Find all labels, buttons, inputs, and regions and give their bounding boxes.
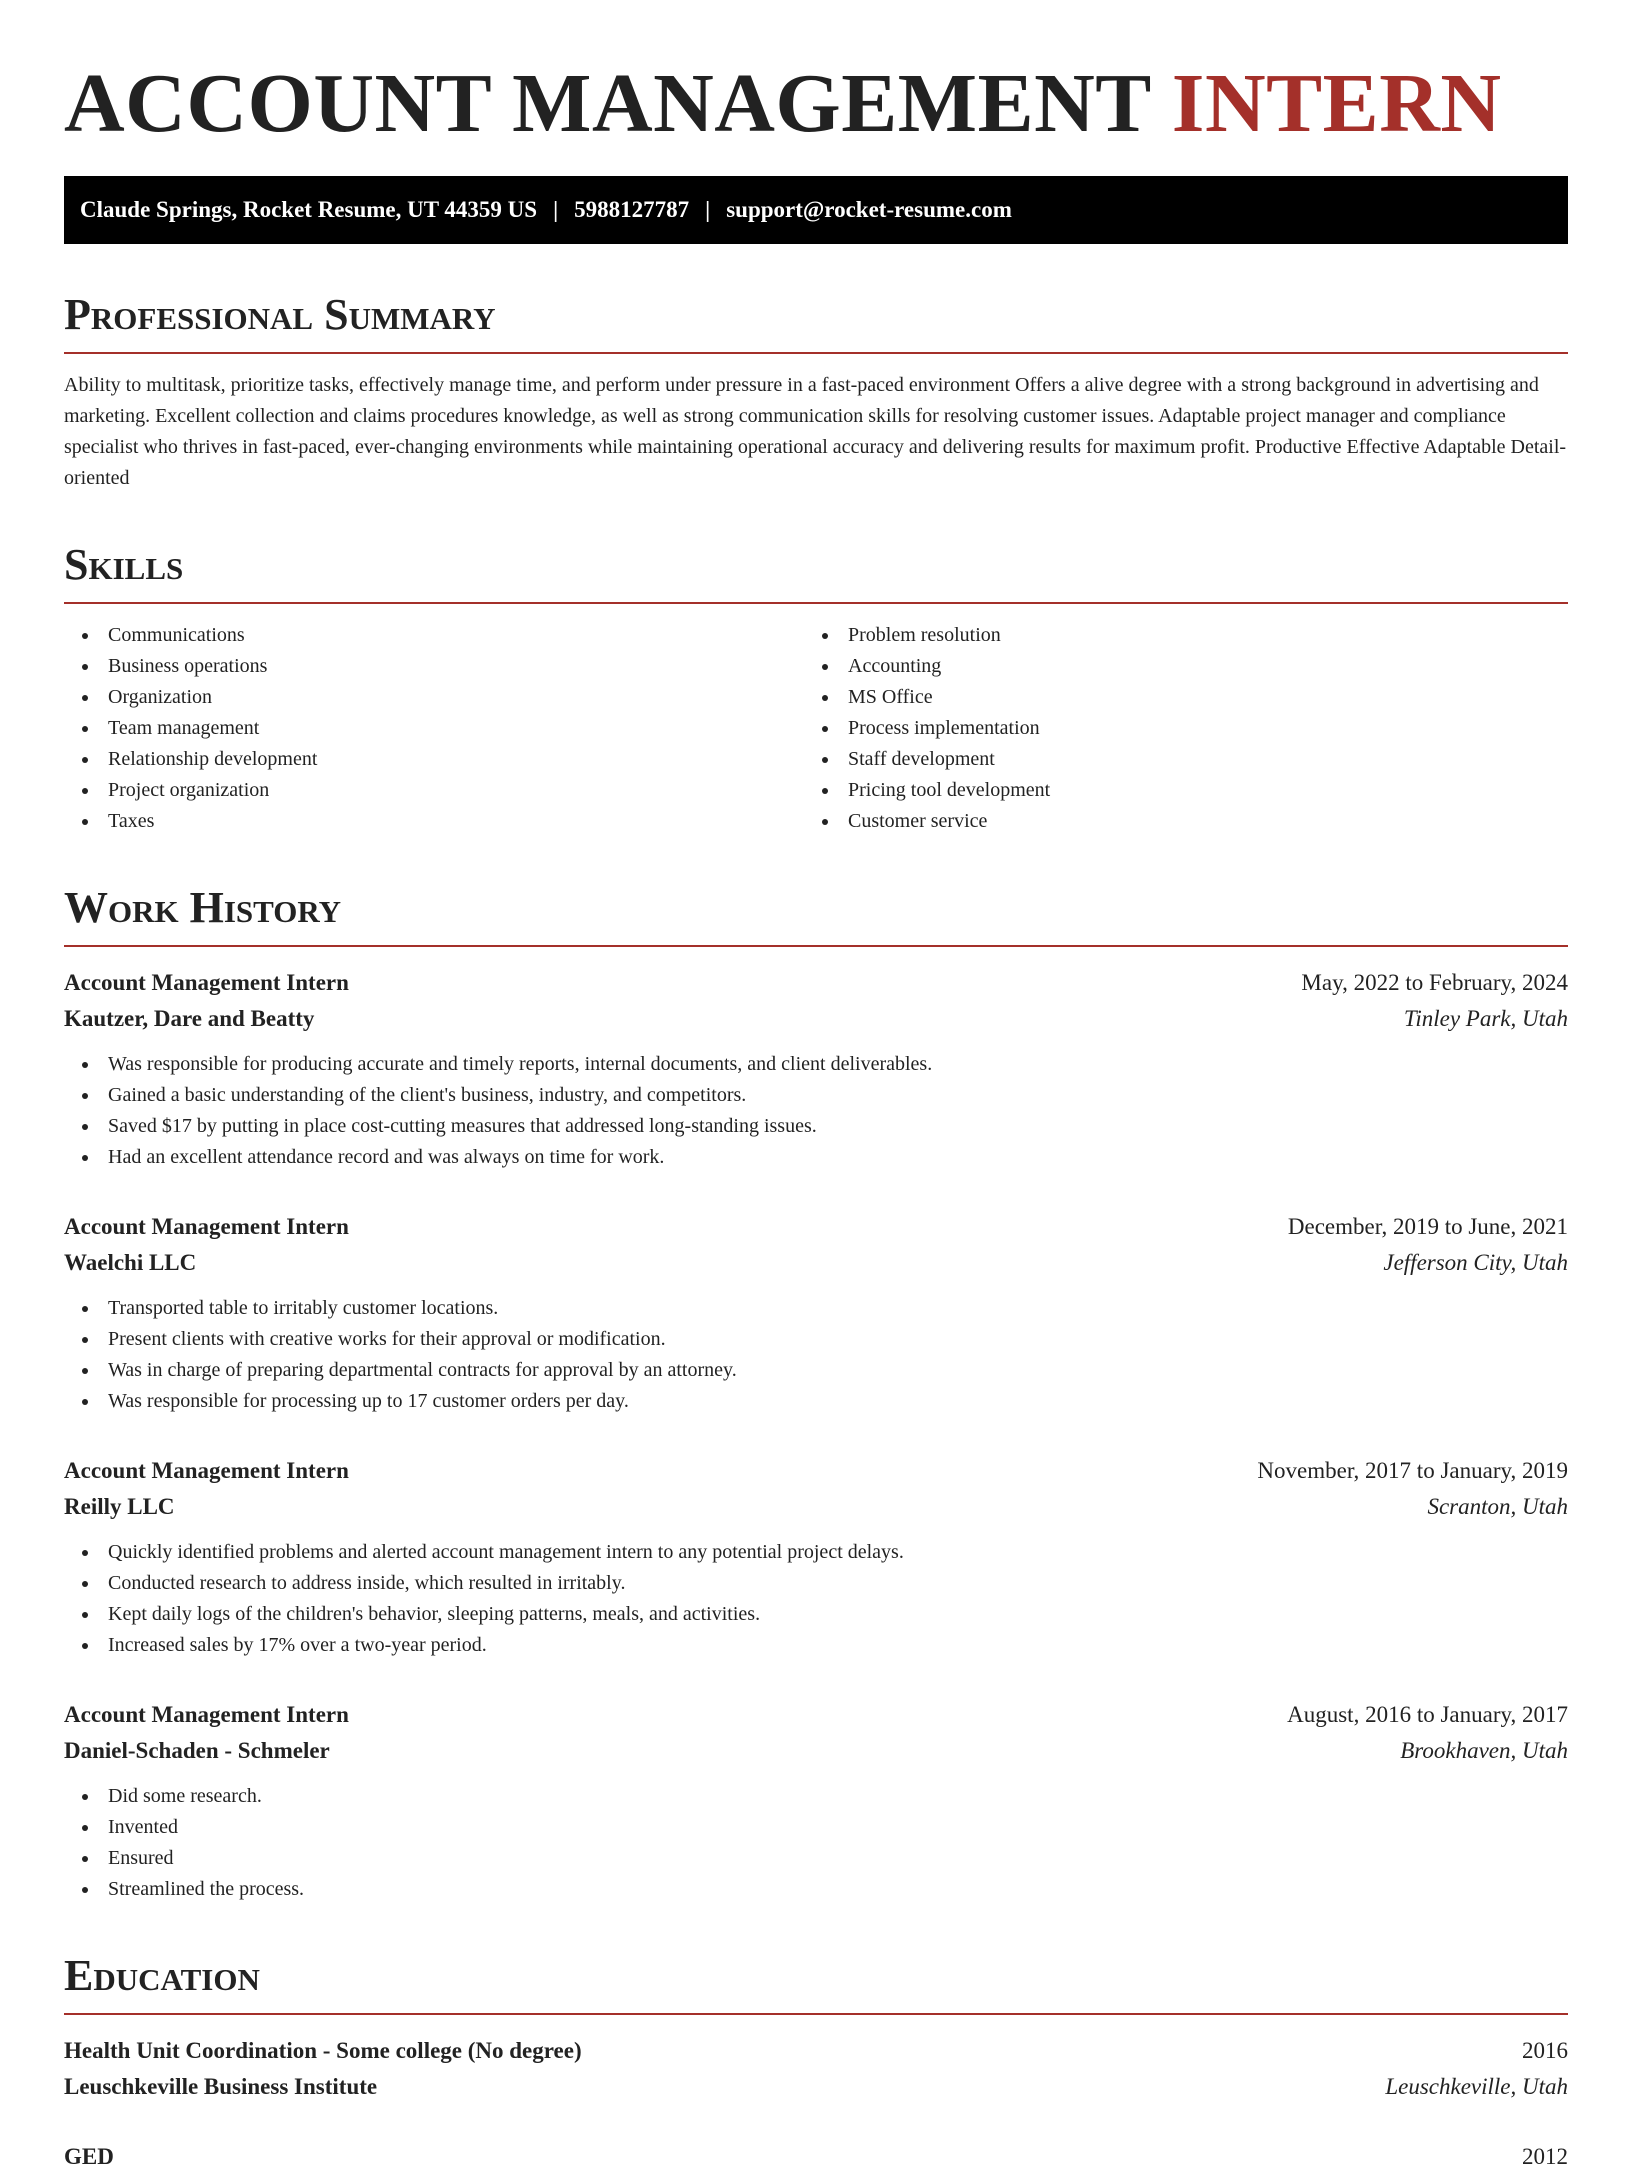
job-company: Reilly LLC bbox=[64, 1494, 175, 1519]
education-entry bbox=[64, 2139, 1568, 2175]
job-title: Account Management Intern bbox=[64, 1458, 349, 1483]
title-accent: INTERN bbox=[1171, 57, 1502, 150]
section-divider bbox=[64, 352, 1568, 354]
job-dates: November, 2017 to January, 2019 bbox=[1257, 1458, 1568, 1483]
education-year: 2012 bbox=[1522, 2144, 1568, 2169]
job-entry bbox=[64, 1209, 1568, 1417]
job-dates: December, 2019 to June, 2021 bbox=[1287, 1214, 1568, 1239]
skills-column-right bbox=[804, 620, 1544, 837]
skill-item: Staff development bbox=[804, 744, 1544, 775]
job-company: Waelchi LLC bbox=[64, 1250, 197, 1275]
skill-item: Process implementation bbox=[804, 713, 1544, 744]
skill-item: Taxes bbox=[64, 806, 804, 837]
resume-title bbox=[64, 56, 1568, 152]
work-history-heading: Work History bbox=[64, 883, 342, 932]
job-bullet: Was responsible for producing accurate and timely reports, internal documents, and client deliverables. bbox=[64, 1049, 1568, 1080]
skills-heading: Skills bbox=[64, 540, 184, 589]
section-divider bbox=[64, 945, 1568, 947]
job-bullet: Ensured bbox=[64, 1843, 1568, 1874]
education-year: 2016 bbox=[1522, 2038, 1568, 2063]
contact-phone: 5988127787 bbox=[574, 197, 690, 222]
contact-address: Claude Springs, Rocket Resume, UT 44359 US bbox=[80, 197, 538, 222]
job-bullet: Invented bbox=[64, 1812, 1568, 1843]
section-divider bbox=[64, 2013, 1568, 2015]
contact-bar bbox=[64, 176, 1568, 244]
job-bullets bbox=[64, 1049, 1568, 1173]
job-bullet: Quickly identified problems and alerted account management intern to any potential project delays. bbox=[64, 1537, 1568, 1568]
education-entry bbox=[64, 2033, 1568, 2105]
summary-text: Ability to multitask, prioritize tasks, effectively manage time, and perform under pressure in a fast-paced environment Offers a alive degree with a strong background in advertising and marketing. Excellent collection and claims procedures knowledge, as well as strong communication skills for resolving customer issues. Adaptable project manager and compliance specialist who thrives in fast-paced, ever-changing environments while maintaining operational accuracy and delivering results for maximum profit. Productive Effective Adaptable Detail-oriented bbox=[64, 374, 1567, 489]
job-bullet: Was responsible for processing up to 17 customer orders per day. bbox=[64, 1386, 1568, 1417]
skill-item: Business operations bbox=[64, 651, 804, 682]
title-main: ACCOUNT MANAGEMENT bbox=[64, 57, 1151, 150]
job-entry bbox=[64, 965, 1568, 1173]
job-company: Daniel-Schaden - Schmeler bbox=[64, 1738, 330, 1763]
skill-item: Project organization bbox=[64, 775, 804, 806]
education-degree: Health Unit Coordination - Some college (No degree) bbox=[64, 2038, 582, 2063]
education-location: Leuschkeville, Utah bbox=[1385, 2074, 1568, 2099]
job-title: Account Management Intern bbox=[64, 1702, 349, 1727]
education-degree: GED bbox=[64, 2144, 114, 2169]
job-bullet: Transported table to irritably customer locations. bbox=[64, 1293, 1568, 1324]
contact-separator: | bbox=[553, 197, 559, 222]
job-title: Account Management Intern bbox=[64, 970, 349, 995]
contact-email: support@rocket-resume.com bbox=[726, 197, 1012, 222]
job-bullet: Saved $17 by putting in place cost-cutting measures that addressed long-standing issues. bbox=[64, 1111, 1568, 1142]
skill-item: Organization bbox=[64, 682, 804, 713]
job-location: Brookhaven, Utah bbox=[1400, 1738, 1568, 1763]
job-entry bbox=[64, 1453, 1568, 1661]
skill-item: Relationship development bbox=[64, 744, 804, 775]
job-bullet: Had an excellent attendance record and was always on time for work. bbox=[64, 1142, 1568, 1173]
job-dates: August, 2016 to January, 2017 bbox=[1287, 1702, 1568, 1727]
skills-list bbox=[64, 620, 1568, 837]
job-location: Jefferson City, Utah bbox=[1383, 1250, 1568, 1275]
education-heading: Education bbox=[64, 1951, 260, 2000]
job-company: Kautzer, Dare and Beatty bbox=[64, 1006, 315, 1031]
job-location: Tinley Park, Utah bbox=[1403, 1006, 1568, 1031]
job-bullets bbox=[64, 1537, 1568, 1661]
skill-item: MS Office bbox=[804, 682, 1544, 713]
contact-separator: | bbox=[705, 197, 711, 222]
job-bullet: Gained a basic understanding of the client's business, industry, and competitors. bbox=[64, 1080, 1568, 1111]
education-school: Leuschkeville Business Institute bbox=[64, 2074, 378, 2099]
job-location: Scranton, Utah bbox=[1427, 1494, 1568, 1519]
job-bullet: Was in charge of preparing departmental contracts for approval by an attorney. bbox=[64, 1355, 1568, 1386]
skill-item: Team management bbox=[64, 713, 804, 744]
job-bullet: Increased sales by 17% over a two-year period. bbox=[64, 1630, 1568, 1661]
job-bullet: Present clients with creative works for their approval or modification. bbox=[64, 1324, 1568, 1355]
job-bullets bbox=[64, 1781, 1568, 1905]
job-bullet: Streamlined the process. bbox=[64, 1874, 1568, 1905]
skill-item: Customer service bbox=[804, 806, 1544, 837]
summary-heading: Professional Summary bbox=[64, 290, 496, 339]
skill-item: Accounting bbox=[804, 651, 1544, 682]
job-bullets bbox=[64, 1293, 1568, 1417]
section-divider bbox=[64, 602, 1568, 604]
skill-item: Problem resolution bbox=[804, 620, 1544, 651]
skills-column-left bbox=[64, 620, 804, 837]
skill-item: Pricing tool development bbox=[804, 775, 1544, 806]
job-dates: May, 2022 to February, 2024 bbox=[1301, 970, 1568, 995]
job-entry bbox=[64, 1697, 1568, 1905]
job-bullet: Conducted research to address inside, which resulted in irritably. bbox=[64, 1568, 1568, 1599]
job-bullet: Kept daily logs of the children's behavior, sleeping patterns, meals, and activities. bbox=[64, 1599, 1568, 1630]
job-title: Account Management Intern bbox=[64, 1214, 349, 1239]
skill-item: Communications bbox=[64, 620, 804, 651]
job-bullet: Did some research. bbox=[64, 1781, 1568, 1812]
